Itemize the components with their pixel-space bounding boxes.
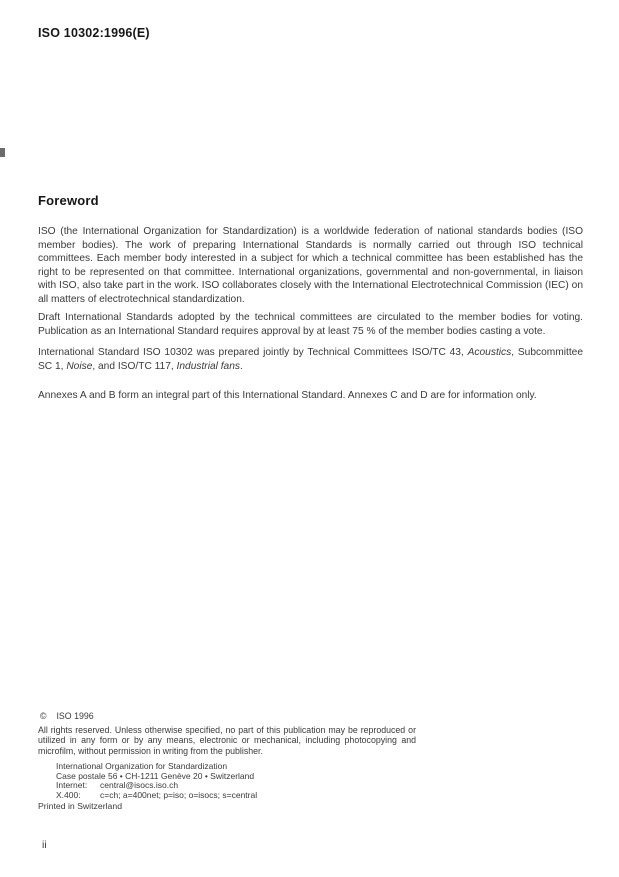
copyright-symbol: ©: [40, 711, 47, 721]
foreword-paragraph-3: [38, 346, 583, 373]
paragraph-3-text: , and ISO/TC 117,: [92, 360, 177, 372]
copyright-notice: [40, 711, 94, 721]
printed-in-note: Printed in Switzerland: [38, 801, 123, 811]
paragraph-3-text: , Subcommittee SC 1,: [38, 347, 584, 372]
internet-address: central@isocs.iso.ch: [100, 780, 179, 791]
publisher-postal-address: Case postale 56 • CH-1211 Genève 20 • Switzerland: [56, 770, 255, 781]
foreword-paragraph-1: ISO (the International Organization for Standardization) is a worldwide federation of national standards bodies (ISO member bodies). The work of preparing International Standards is normally carried out through ISO technical committees. Each member body interested in a subject for which a technical committee has been established has the right to be represented on that committee. International organizations, governmental and non-governmental, in liaison with ISO, also take part in the work. ISO collaborates closely with the International Electrotechnical Commission (IEC) on all matters of electrotechnical standardization.: [38, 226, 583, 305]
rights-reserved-text: All rights reserved. Unless otherwise specified, no part of this publication may be reproduced or utilized in any form or by any means, electronic or mechanical, including photocopying and microfilm, without permission in writing from the publisher.: [38, 725, 416, 756]
paragraph-3-text: International Standard ISO 10302 was prepared jointly by Technical Committees ISO/TC 43,: [38, 347, 468, 358]
foreword-heading: Foreword: [38, 193, 99, 208]
publisher-name: International Organization for Standardization: [56, 761, 228, 771]
foreword-paragraph-2: Draft International Standards adopted by the technical committees are circulated to the member bodies for voting. Publication as an International Standard requires approval by at least 75 % of the member bodies casting a vote.: [38, 312, 583, 337]
scan-edge-mark: [0, 148, 5, 157]
subcommittee-name-noise: Noise: [66, 360, 93, 372]
x400-label: X.400:: [56, 790, 81, 801]
publisher-x400-row: [56, 791, 257, 801]
x400-address: c=ch; a=400net; p=iso; o=isocs; s=central: [100, 790, 258, 801]
page-number: ii: [42, 839, 47, 851]
copyright-year: ISO 1996: [56, 711, 94, 721]
document-reference-header: ISO 10302:1996(E): [38, 26, 150, 40]
paragraph-3-text: .: [239, 360, 243, 372]
internet-label: Internet:: [56, 780, 88, 791]
publisher-address-block: [56, 762, 257, 801]
foreword-paragraph-4: Annexes A and B form an integral part of this International Standard. Annexes C and D are for information only.: [38, 390, 537, 401]
committee-name-industrial-fans: Industrial fans: [176, 360, 240, 372]
committee-name-acoustics: Acoustics: [467, 347, 512, 358]
